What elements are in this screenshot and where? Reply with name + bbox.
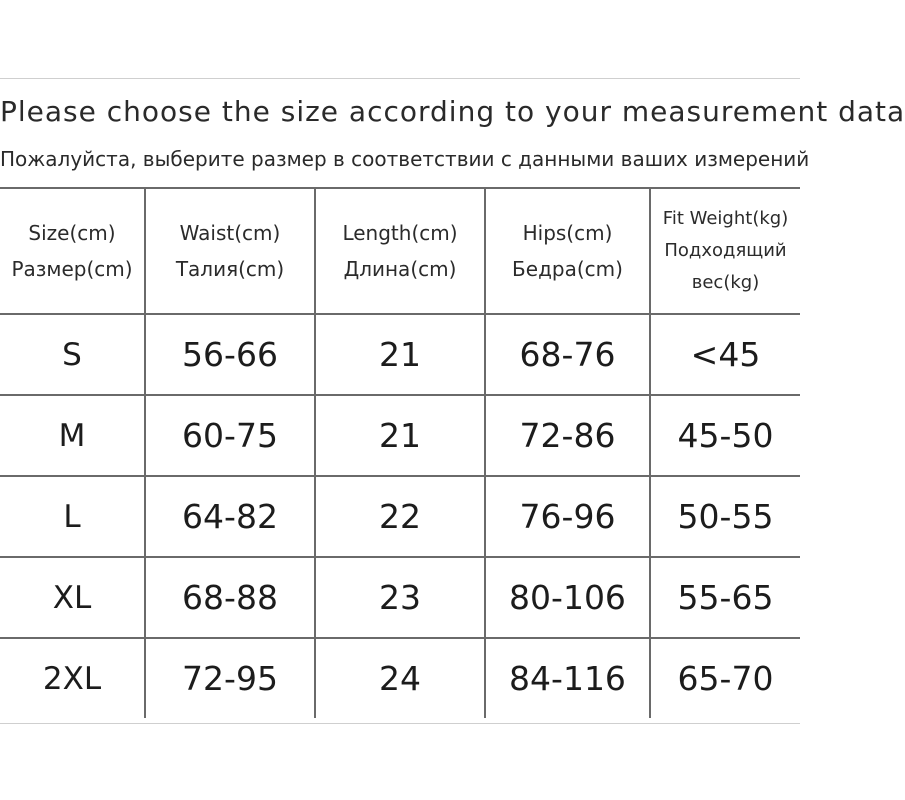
hips-cell: 68-76 [485,314,650,395]
title-english: Please choose the size according to your measurement data [0,95,905,128]
length-cell: 21 [315,314,485,395]
header-hips-en: Hips(cm) [522,221,613,245]
header-fit-weight-en: Fit Weight(kg) [662,208,789,229]
weight-cell: 65-70 [650,638,800,718]
table-row-2xl [0,638,800,718]
header-row [0,188,800,314]
table-row-xl [0,557,800,638]
header-waist [145,188,315,314]
length-cell: 23 [315,557,485,638]
length-cell: 22 [315,476,485,557]
header-fit-weight-ru-2: вес(kg) [691,272,760,293]
header-fit-weight [650,188,800,314]
table-row-s [0,314,800,395]
hips-cell: 76-96 [485,476,650,557]
header-length [315,188,485,314]
header-hips-ru: Бедра(cm) [512,257,623,281]
hips-cell: 72-86 [485,395,650,476]
header-size [0,188,145,314]
hips-cell: 84-116 [485,638,650,718]
size-cell: XL [0,557,145,638]
table-row-m [0,395,800,476]
header-fit-weight-ru-1: Подходящий [664,240,787,261]
waist-cell: 64-82 [145,476,315,557]
size-table [0,187,800,718]
size-chart [0,78,905,724]
header-length-ru: Длина(cm) [343,257,457,281]
waist-cell: 60-75 [145,395,315,476]
header-size-en: Size(cm) [28,221,116,245]
size-cell: M [0,395,145,476]
title-russian: Пожалуйста, выберите размер в соответствии с данными ваших измерений [0,147,810,171]
size-cell: L [0,476,145,557]
length-cell: 21 [315,395,485,476]
chart-title [0,79,905,189]
hips-cell: 80-106 [485,557,650,638]
weight-cell: 45-50 [650,395,800,476]
header-waist-ru: Талия(cm) [175,257,285,281]
table-row-l [0,476,800,557]
weight-cell: 55-65 [650,557,800,638]
waist-cell: 72-95 [145,638,315,718]
header-length-en: Length(cm) [342,221,458,245]
header-hips [485,188,650,314]
waist-cell: 56-66 [145,314,315,395]
size-cell: 2XL [0,638,145,718]
size-cell: S [0,314,145,395]
waist-cell: 68-88 [145,557,315,638]
header-size-ru: Размер(cm) [11,257,133,281]
header-waist-en: Waist(cm) [179,221,281,245]
weight-cell: <45 [650,314,800,395]
length-cell: 24 [315,638,485,718]
weight-cell: 50-55 [650,476,800,557]
